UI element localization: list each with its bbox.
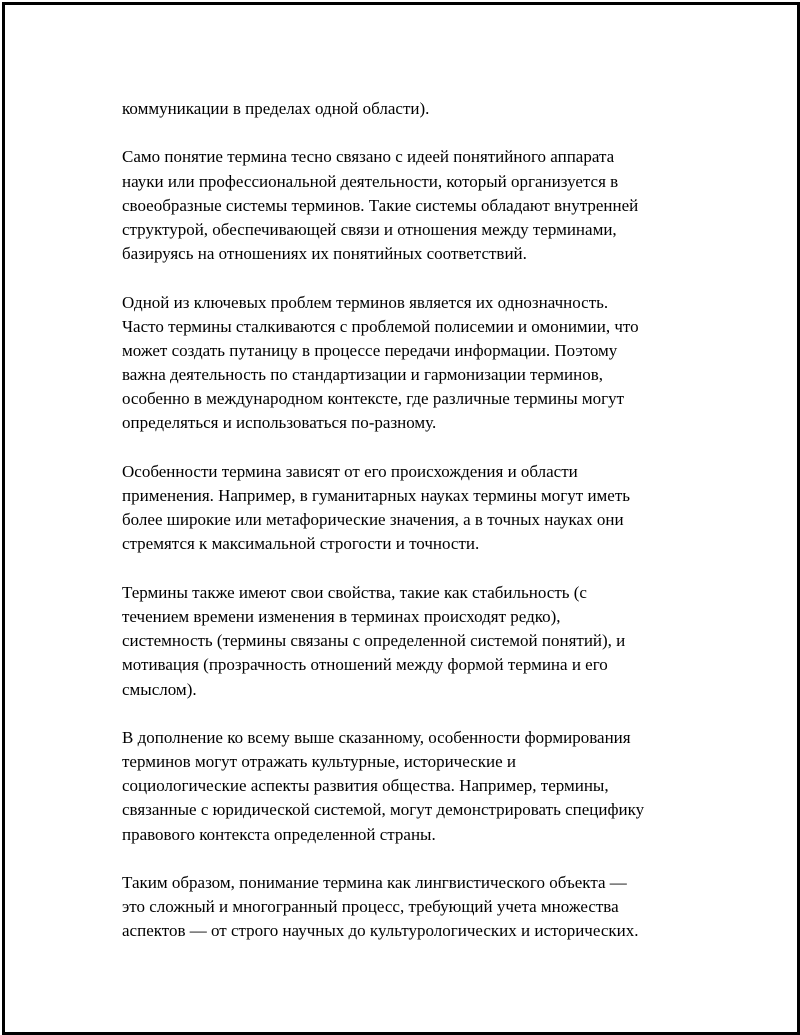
text-line: может создать путаницу в процессе передачи информации. Поэтому: [122, 340, 618, 360]
text-line: течением времени изменения в терминах происходят редко),: [122, 606, 561, 626]
text-line: коммуникации в пределах одной области).: [122, 99, 430, 118]
text-line: мотивация (прозрачность отношений между формой термина и его: [122, 655, 608, 675]
text-line: связанные с юридической системой, могут демонстрировать специфику: [122, 800, 645, 820]
text-line: системность (термины связаны с определенной системой понятий), и: [122, 631, 626, 651]
text-line: применения. Например, в гуманитарных науках термины могут иметь: [122, 486, 631, 505]
text-line: важна деятельность по стандартизации и гармонизации терминов,: [122, 365, 603, 385]
text-line: это сложный и многогранный процесс, требующий учета множества: [122, 897, 619, 917]
text-line: Особенности термина зависят от его происхождения и области: [122, 461, 578, 481]
text-line: В дополнение ко всему выше сказанному, особенности формирования: [122, 727, 631, 747]
text-line: определяться и использоваться по-разному.: [122, 413, 437, 433]
text-line: смыслом).: [122, 679, 197, 699]
text-line: структурой, обеспечивающей связи и отношения между терминами,: [122, 219, 617, 239]
text-line: своеобразные системы терминов. Такие системы обладают внутренней: [122, 195, 639, 215]
text-line: науки или профессиональной деятельности, который организуется в: [122, 171, 619, 191]
text-line: стремятся к максимальной строгости и точности.: [122, 534, 480, 554]
text-line: социологические аспекты развития общества. Например, термины,: [122, 776, 609, 796]
text-line: аспектов — от строго научных до культурологических и исторических.: [122, 921, 639, 941]
text-line: Термины также имеют свои свойства, такие как стабильность (с: [122, 582, 587, 602]
document-body: [122, 97, 722, 968]
text-line: Таким образом, понимание термина как лингвистического объекта —: [122, 873, 627, 892]
text-line: Одной из ключевых проблем терминов является их однозначность.: [122, 292, 609, 312]
text-line: правового контекста определенной страны.: [122, 824, 436, 844]
text-line: Часто термины сталкиваются с проблемой полисемии и омонимии, что: [122, 316, 639, 336]
paragraph-4: [122, 460, 722, 557]
text-line: особенно в международном контексте, где различные термины могут: [122, 389, 625, 409]
text-line: терминов могут отражать культурные, исторические и: [122, 752, 516, 772]
paragraph-5: [122, 581, 722, 702]
paragraph-2: [122, 145, 722, 266]
paragraph-7: [122, 871, 722, 944]
text-line: базируясь на отношениях их понятийных соответствий.: [122, 244, 527, 264]
text-line: Само понятие термина тесно связано с идеей понятийного аппарата: [122, 147, 615, 167]
page-frame: [2, 2, 800, 1035]
text-line: более широкие или метафорические значения, а в точных науках они: [122, 510, 624, 530]
paragraph-6: [122, 726, 722, 847]
paragraph-3: [122, 291, 722, 436]
paragraph-1: [122, 97, 722, 121]
